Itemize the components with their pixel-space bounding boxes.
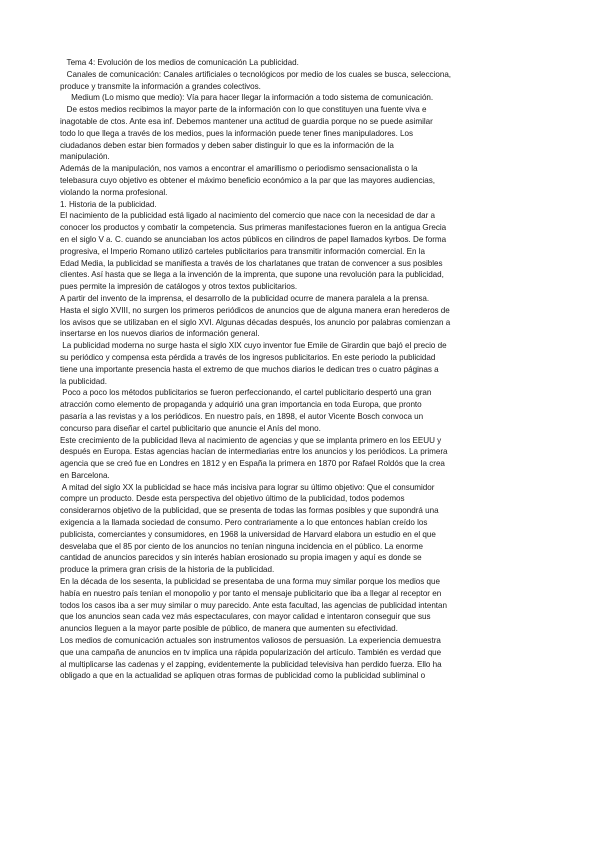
text-line: produce y transmite la información a grandes colectivos. [60,81,261,91]
text-line: clientes. Así hasta que se llega a la invención de la imprenta, que supone una revolución para la publicidad, [60,270,444,280]
text-line: considerarnos objetivo de la publicidad, que se presenta de todas las formas posibles y que supondrá una [60,506,439,516]
text-line: De estos medios recibimos la mayor parte de la información con lo que constituyen una fuente viva e [60,105,427,115]
text-line: conocer los productos y combatir la competencia. Sus primeras manifestaciones fueron en la antigua Grecia [60,223,447,233]
text-line: todo lo que llega a través de los medios, pues la información puede tener fines manipuladores. Los [60,128,414,138]
text-line: 1. Historia de la publicidad. [60,199,157,209]
text-line: concurso para diseñar el cartel publicitario que anuncie el Anís del mono. [60,423,321,433]
text-line: compre un producto. Desde esta perspectiva del objetivo último de la publicidad, todos podemos [60,494,405,504]
text-line: que los anuncios sean cada vez más espectaculares, con mayor calidad e intentaron conseguir que sus [60,612,431,622]
text-line: Los medios de comunicación actuales son instrumentos valiosos de persuasión. La experiencia demuestra [60,636,441,646]
text-line: Poco a poco los métodos publicitarios se fueron perfeccionando, el cartel publicitario despertó una gran [60,388,432,398]
text-line: que una campaña de anuncios en tv implica una rápida popularización del artículo. También es verdad que [60,647,442,657]
text-line: al multiplicarse las cadenas y el zapping, evidentemente la publicidad televisiva han perdido fuerza. Ello ha [60,659,442,669]
text-line: progresiva, el Imperio Romano utilizó carteles publicitarios para transmitir información comercial. En la [60,246,425,256]
text-line: violando la norma profesional. [60,187,168,197]
text-line: insertarse en los nuevos diarios de información general. [60,329,260,339]
text-line: Tema 4: Evolución de los medios de comunicación La publicidad. [60,58,299,67]
text-line: El nacimiento de la publicidad está ligado al nacimiento del comercio que nace con la necesidad de dar a [60,211,435,221]
text-line: publicista, comerciantes y consumidores, en 1968 la universidad de Harvard elabora un estudio en el que [60,529,436,539]
text-line: la publicidad. [60,376,107,386]
text-line: cantidad de anuncios parecidos y sin interés habían erosionado su propia imagen y aquí es donde se [60,553,422,563]
text-line: manipulación. [60,152,110,162]
text-line: su periódico y compensa esta pérdida a través de los ingresos publicitarios. En este periodo la publicidad [60,352,436,362]
text-line: Este crecimiento de la publicidad lleva al nacimiento de agencias y que se implanta primero en los EEUU y [60,435,442,445]
text-line: Hasta el siglo XVIII, no surgen los primeros periódicos de anuncios que de alguna manera eran herederos de [60,305,450,315]
text-line: En la década de los sesenta, la publicidad se presentaba de una forma muy similar porque los medios que [60,577,440,587]
document-body [60,57,540,682]
text-line: A partir del invento de la imprensa, el desarrollo de la publicidad ocurre de manera paralela a la prensa. [60,293,430,303]
text-line: en el siglo V a. C. cuando se anunciaban los actos públicos en cilindros de papel llamados kyrbos. De forma [60,234,447,244]
text-line: atracción como elemento de propaganda y adquirió una gran importancia en toda Europa, que pronto [60,400,422,410]
text-line: los avisos que se utilizaban en el siglo XVI. Algunas décadas después, los anuncio por palabras comienzan a [60,317,451,327]
text-line: A mitad del siglo XX la publicidad se hace más incisiva para lograr su último objetivo: Que el consumidor [60,482,435,492]
text-line: La publicidad moderna no surge hasta el siglo XIX cuyo inventor fue Emile de Girardin que bajó el precio de [60,341,447,351]
text-line: después en Europa. Estas agencias hacían de intermediarias entre los anuncios y los periódicos. La primera [60,447,448,457]
text-line: en Barcelona. [60,470,110,480]
text-line: Canales de comunicación: Canales artificiales o tecnológicos por medio de los cuales se busca, selecciona, [60,69,452,79]
text-line: Edad Media, la publicidad se manifiesta a través de los charlatanes que tratan de convencer a sus posibles [60,258,443,268]
text-line: exigencia a la llamada sociedad de consumo. Pero contrariamente a lo que entonces habían creído los [60,518,428,528]
text-line: agencia que se creó fue en Londres en 1812 y en España la primera en 1870 por Rafael Roldós que la crea [60,459,445,469]
text-line: tiene una importante presencia hasta el extremo de que muchos diarios le dedican tres o cuatro páginas a [60,364,439,374]
text-line: pasaría a las revistas y a los periódicos. En nuestro país, en 1898, el autor Vicente Bosch convoca un [60,411,424,421]
text-line: Además de la manipulación, nos vamos a encontrar el amarillismo o periodismo sensacionalista o la [60,164,418,174]
text-line: obligado a que en la actualidad se apliquen otras formas de publicidad como la publicidad subliminal o [60,671,426,681]
text-line: produce la primera gran crisis de la historia de la publicidad. [60,565,275,575]
text-line: telebasura cuyo objetivo es obtener el máximo beneficio económico a la par que las mayores audiencias, [60,175,435,185]
text-line: ciudadanos deben estar bien formados y deben saber distinguir lo que es la información de la [60,140,394,150]
text-line: todos los casos iba a ser muy similar o muy parecido. Ante esta facultad, las agencias de publicidad intentan [60,600,447,610]
text-line: anuncios lleguen a la mayor parte posible de público, de manera que aumenten su efectividad. [60,624,398,634]
text-line: pues permite la impresión de catálogos y otros textos publicitarios. [60,282,298,292]
text-line: Medium (Lo mismo que medio): Vía para hacer llegar la información a todo sistema de comunicación. [60,93,434,103]
text-line: había en nuestro país tenían el monopolio y por tanto el mensaje publicitario que iba a llegar al receptor en [60,588,442,598]
text-line: inagotable de ctos. Ante esa inf. Debemos mantener una actitud de guardia porque no se puede asimilar [60,116,433,126]
text-line: desvelaba que el 85 por ciento de los anuncios no tenían ninguna incidencia en el público. La enorme [60,541,423,551]
